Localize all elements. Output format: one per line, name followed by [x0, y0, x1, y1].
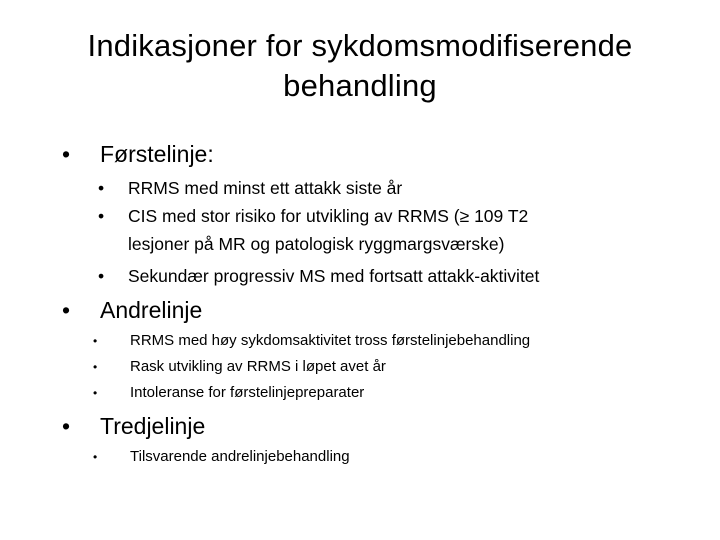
- section-heading-label: Førstelinje:: [100, 141, 214, 167]
- bullet-icon: •: [62, 413, 71, 439]
- bullet-icon: •: [93, 334, 98, 348]
- bullet-icon: •: [98, 178, 105, 198]
- list-item-text: RRMS med minst ett attakk siste år: [128, 178, 403, 198]
- slide-title-line-1: Indikasjoner for sykdomsmodifiserende: [87, 28, 633, 63]
- bullet-icon: •: [62, 141, 71, 167]
- bullet-icon: •: [98, 206, 105, 226]
- list-item-text: Tilsvarende andrelinjebehandling: [130, 448, 350, 465]
- bullet-icon: •: [98, 266, 105, 286]
- slide-title-line-2: behandling: [283, 68, 437, 103]
- list-item-text: Sekundær progressiv MS med fortsatt attakk-aktivitet: [128, 266, 540, 286]
- list-item-text: Rask utvikling av RRMS i løpet avet år: [130, 358, 386, 375]
- bullet-icon: •: [62, 297, 71, 323]
- bullet-icon: •: [93, 450, 98, 464]
- section-heading-label: Tredjelinje: [100, 413, 206, 439]
- list-item-text: CIS med stor risiko for utvikling av RRMS (≥ 109 T2: [128, 206, 529, 226]
- list-item-text: RRMS med høy sykdomsaktivitet tross førstelinjebehandling: [130, 332, 531, 349]
- bullet-icon: •: [93, 360, 98, 374]
- bullet-icon: •: [93, 386, 98, 400]
- list-item-text: lesjoner på MR og patologisk ryggmargsværske): [128, 234, 505, 254]
- section-heading-label: Andrelinje: [100, 297, 203, 323]
- slide-title: [36, 26, 684, 106]
- list-item-text: Intoleranse for førstelinjepreparater: [130, 384, 365, 401]
